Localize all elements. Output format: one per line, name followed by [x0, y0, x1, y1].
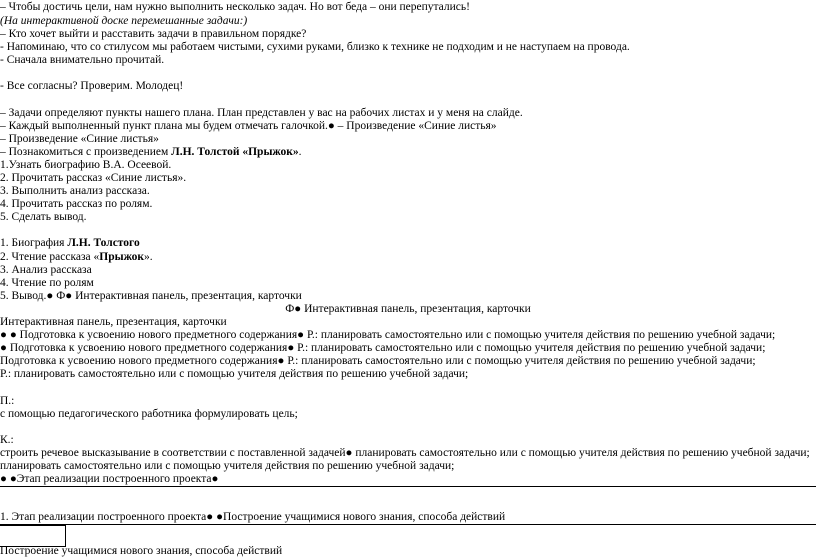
text-line-5: - Сначала внимательно прочитай. [0, 54, 165, 66]
text-line-17-a: 2. Чтение рассказа « [0, 251, 100, 263]
text-line-2 [0, 14, 247, 28]
text-line-9: – Произведение «Синие листья» [0, 133, 159, 145]
text-line-16-bold: Л.Н. Толстого [67, 237, 140, 249]
text-line-2-italic: (На интерактивной доске перемешанные задачи:) [0, 15, 248, 27]
text-line-23: ● ● Подготовка к усвоению нового предметного содержания● Р.: планировать самостоятельно или с помощью учителя действия по решению учебной задачи; [0, 329, 776, 341]
text-line-33: 1. Этап реализации построенного проекта● ●Построение учащимися нового знания, способа действий [0, 511, 506, 523]
text-line-4: - Напоминаю, что со стилусом мы работаем чистыми, сухими руками, близко к технике не подходим и не наступаем на провода. [0, 41, 630, 53]
text-line-28: с помощью педагогического работника формулировать цель; [0, 408, 298, 420]
divider-line [0, 486, 816, 487]
text-line-14: 4. Прочитать рассказ по ролям. [0, 198, 153, 210]
divider-line-2 [0, 524, 816, 525]
text-line-26: Р.: планировать самостоятельно или с помощью учителя действия по решению учебной задачи; [0, 368, 469, 380]
text-line-25: Подготовка к усвоению нового предметного содержания● Р.: планировать самостоятельно или с помощью учителя действия по решению учебной задачи; [0, 355, 756, 367]
text-line-1: – Чтобы достичь цели, нам нужно выполнить несколько задач. Но вот беда – они перепутались! [0, 1, 470, 13]
text-line-17-c: ». [144, 251, 153, 263]
text-line-17 [0, 250, 153, 264]
text-line-16 [0, 236, 140, 250]
text-line-30: строить речевое высказывание в соответствии с поставленной задачей● планировать самостоятельно или с помощью учителя действия по решению учебной задачи; [0, 447, 810, 459]
text-line-19: 4. Чтение по ролям [0, 277, 94, 289]
text-line-20: 5. Вывод.● Ф● Интерактивная панель, презентация, карточки [0, 290, 302, 302]
text-line-10-c: . [298, 146, 302, 158]
text-line-22: Интерактивная панель, презентация, карточки [0, 316, 227, 328]
text-line-29: К.: [0, 434, 14, 446]
text-line-18: 3. Анализ рассказа [0, 264, 92, 276]
text-line-32: ● ●Этап реализации построенного проекта● [0, 473, 219, 485]
text-line-8: – Каждый выполненный пункт плана мы будем отмечать галочкой.● – Произведение «Синие листья» [0, 120, 497, 132]
text-line-3: – Кто хочет выйти и расставить задачи в правильном порядке? [0, 28, 307, 40]
text-line-10 [0, 145, 301, 159]
text-line-17-bold: Прыжок [99, 251, 144, 263]
text-line-24: ● Подготовка к усвоению нового предметного содержания● Р.: планировать самостоятельно или с помощью учителя действия по решению учебной задачи; [0, 342, 766, 354]
text-line-6: - Все согласны? Проверим. Молодец! [0, 80, 184, 92]
text-line-10-a: – Познакомиться с произведением [0, 146, 172, 158]
text-line-15: 5. Сделать вывод. [0, 211, 87, 223]
text-line-21: Ф● Интерактивная панель, презентация, карточки [285, 303, 531, 315]
text-line-12: 2. Прочитать рассказ «Синие листья». [0, 172, 187, 184]
text-line-31: планировать самостоятельно или с помощью учителя действия по решению учебной задачи; [0, 460, 455, 472]
text-line-13: 3. Выполнить анализ рассказа. [0, 185, 150, 197]
text-line-10-bold: Л.Н. Толстой «Прыжок» [171, 146, 299, 158]
text-line-27: П.: [0, 395, 15, 407]
text-line-11: 1.Узнать биографию В.А. Осеевой. [0, 159, 172, 171]
text-line-7: – Задачи определяют пункты нашего плана. План представлен у вас на рабочих листах и у меня на слайде. [0, 107, 523, 119]
text-line-34: Построение учащимися нового знания, способа действий [0, 545, 283, 557]
text-line-16-a: 1. Биография [0, 237, 68, 249]
